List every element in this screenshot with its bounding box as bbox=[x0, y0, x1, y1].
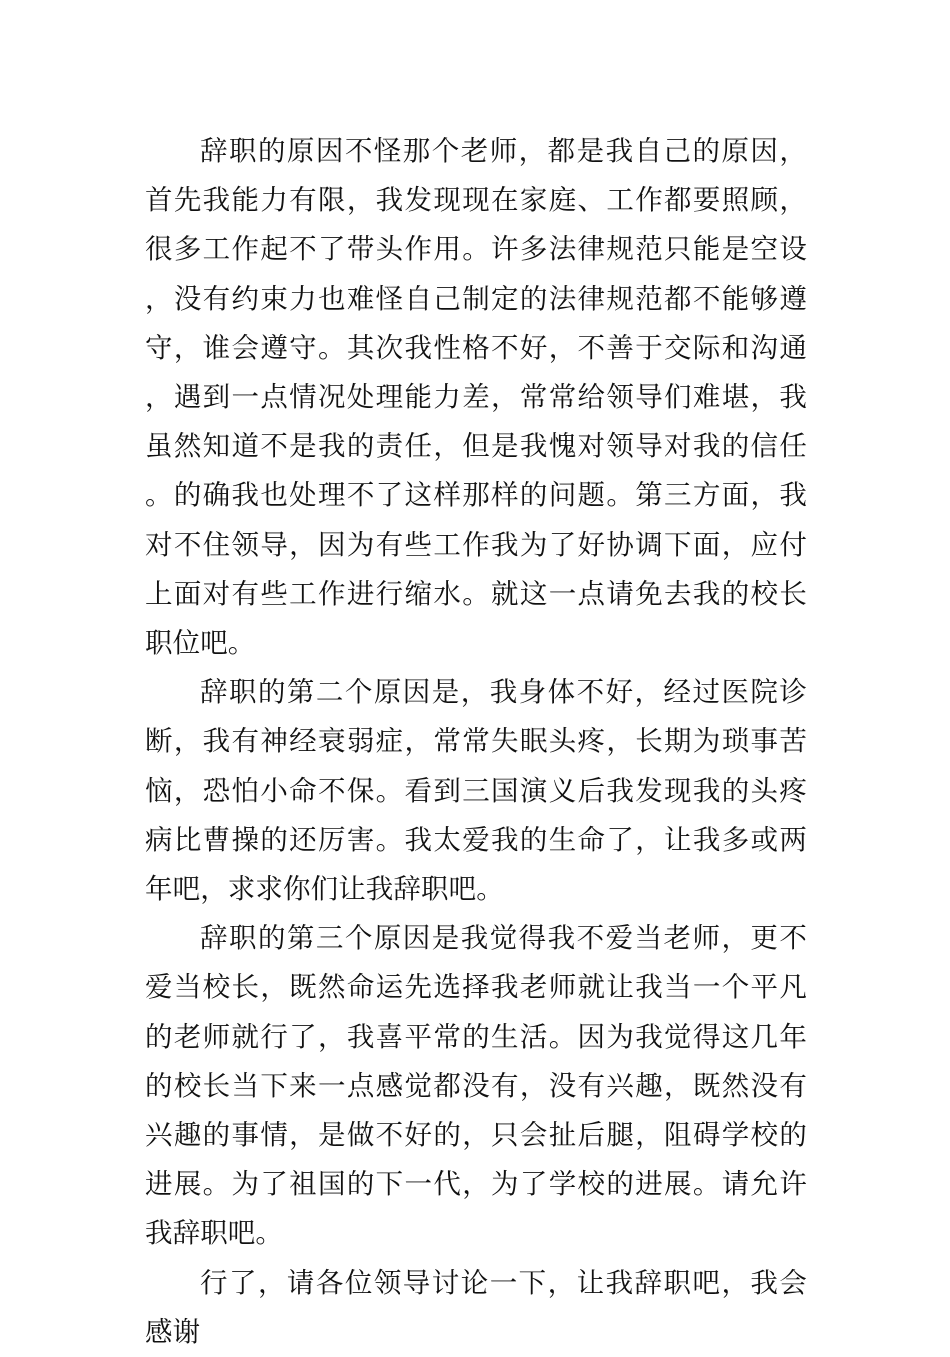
document-page bbox=[145, 127, 807, 1357]
paragraph-closing: 行了，请各位领导讨论一下，让我辞职吧，我会感谢 bbox=[145, 1266, 807, 1348]
paragraph-reason-2: 辞职的第二个原因是，我身体不好，经过医院诊断，我有神经衰弱症，常常失眠头疼，长期为琐事苦恼，恐怕小命不保。看到三国演义后我发现我的头疼病比曹操的还厉害。我太爱我的生命了，让我多或两年吧，求求你们让我辞职吧。 bbox=[145, 676, 807, 906]
paragraph-reason-3: 辞职的第三个原因是我觉得我不爱当老师，更不爱当校长，既然命运先选择我老师就让我当一个平凡的老师就行了，我喜平常的生活。因为我觉得这几年的校长当下来一点感觉都没有，没有兴趣，既然没有兴趣的事情，是做不好的，只会扯后腿，阻碍学校的进展。为了祖国的下一代，为了学校的进展。请允许我辞职吧。 bbox=[145, 922, 807, 1250]
paragraph-reason-1: 辞职的原因不怪那个老师，都是我自己的原因，首先我能力有限，我发现现在家庭、工作都要照顾，很多工作起不了带头作用。许多法律规范只能是空设，没有约束力也难怪自己制定的法律规范都不能够遵守，谁会遵守。其次我性格不好，不善于交际和沟通，遇到一点情况处理能力差，常常给领导们难堪，我虽然知道不是我的责任，但是我愧对领导对我的信任。的确我也处理不了这样那样的问题。第三方面，我对不住领导，因为有些工作我为了好协调下面，应付上面对有些工作进行缩水。就这一点请免去我的校长职位吧。 bbox=[145, 135, 807, 660]
